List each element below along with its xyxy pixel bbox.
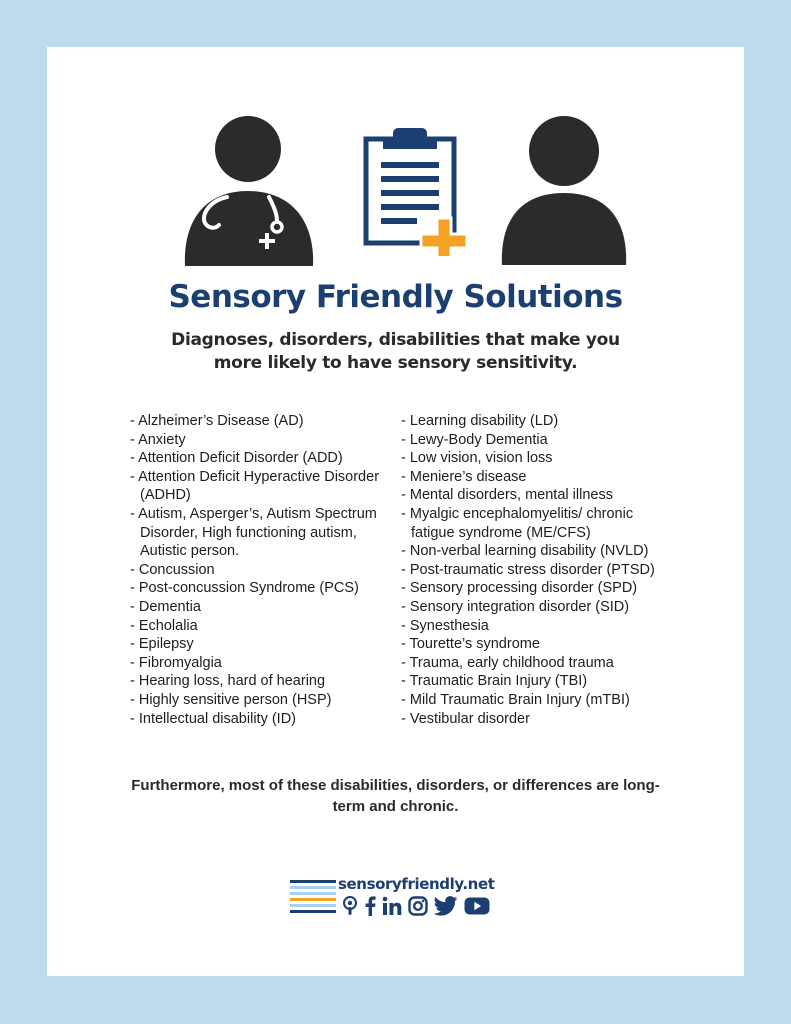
list-item: - Sensory integration disorder (SID) — [401, 598, 671, 617]
list-item: - Attention Deficit Disorder (ADD) — [130, 449, 395, 468]
list-item: - Attention Deficit Hyperactive Disorder (ADHD) — [130, 468, 395, 505]
list-item: - Autism, Asperger’s, Autism Spectrum Disorder, High functioning autism, Autistic person. — [130, 505, 395, 561]
poster-sheet — [47, 47, 744, 976]
doctor-icon — [181, 115, 317, 267]
list-item: - Trauma, early childhood trauma — [401, 654, 671, 673]
list-item: - Synesthesia — [401, 617, 671, 636]
footnote: Furthermore, most of these disabilities, disorders, or differences are long-term and chronic. — [131, 777, 660, 815]
list-item: - Mental disorders, mental illness — [401, 486, 671, 505]
page-subtitle: Diagnoses, disorders, disabilities that make you more likely to have sensory sensitivity. — [171, 330, 620, 373]
list-item: - Learning disability (LD) — [401, 412, 671, 431]
conditions-list-left — [130, 412, 395, 728]
brand-link[interactable]: sensoryfriendly.net — [338, 875, 495, 893]
brand-stripes — [290, 878, 338, 912]
podcast-icon[interactable] — [342, 896, 358, 916]
list-item: - Epilepsy — [130, 635, 395, 654]
clipboard-icon — [363, 126, 467, 256]
list-item: - Myalgic encephalomyelitis/ chronic fatigue syndrome (ME/CFS) — [401, 505, 671, 542]
hero-icons — [47, 47, 744, 287]
list-item: - Low vision, vision loss — [401, 449, 671, 468]
person-icon — [500, 115, 628, 267]
youtube-icon[interactable] — [464, 896, 490, 916]
list-item: - Anxiety — [130, 431, 395, 450]
list-item: - Non-verbal learning disability (NVLD) — [401, 542, 671, 561]
list-item: - Meniere’s disease — [401, 468, 671, 487]
list-item: - Hearing loss, hard of hearing — [130, 672, 395, 691]
list-item: - Vestibular disorder — [401, 710, 671, 729]
list-item: - Concussion — [130, 561, 395, 580]
instagram-icon[interactable] — [408, 896, 428, 916]
facebook-icon[interactable] — [364, 896, 376, 916]
list-item: - Tourette’s syndrome — [401, 635, 671, 654]
twitter-icon[interactable] — [434, 896, 458, 916]
list-item: - Highly sensitive person (HSP) — [130, 691, 395, 710]
social-links — [342, 895, 490, 917]
list-item: - Intellectual disability (ID) — [130, 710, 395, 729]
linkedin-icon[interactable] — [382, 896, 402, 916]
conditions-list-right — [401, 412, 671, 728]
list-item: - Alzheimer’s Disease (AD) — [130, 412, 395, 431]
list-item: - Sensory processing disorder (SPD) — [401, 579, 671, 598]
page-title: Sensory Friendly Solutions — [168, 279, 623, 315]
list-item: - Post-concussion Syndrome (PCS) — [130, 579, 395, 598]
list-item: - Echolalia — [130, 617, 395, 636]
list-item: - Post-traumatic stress disorder (PTSD) — [401, 561, 671, 580]
list-item: - Dementia — [130, 598, 395, 617]
list-item: - Lewy-Body Dementia — [401, 431, 671, 450]
list-item: - Mild Traumatic Brain Injury (mTBI) — [401, 691, 671, 710]
brand-block — [290, 875, 510, 925]
list-item: - Traumatic Brain Injury (TBI) — [401, 672, 671, 691]
list-item: - Fibromyalgia — [130, 654, 395, 673]
